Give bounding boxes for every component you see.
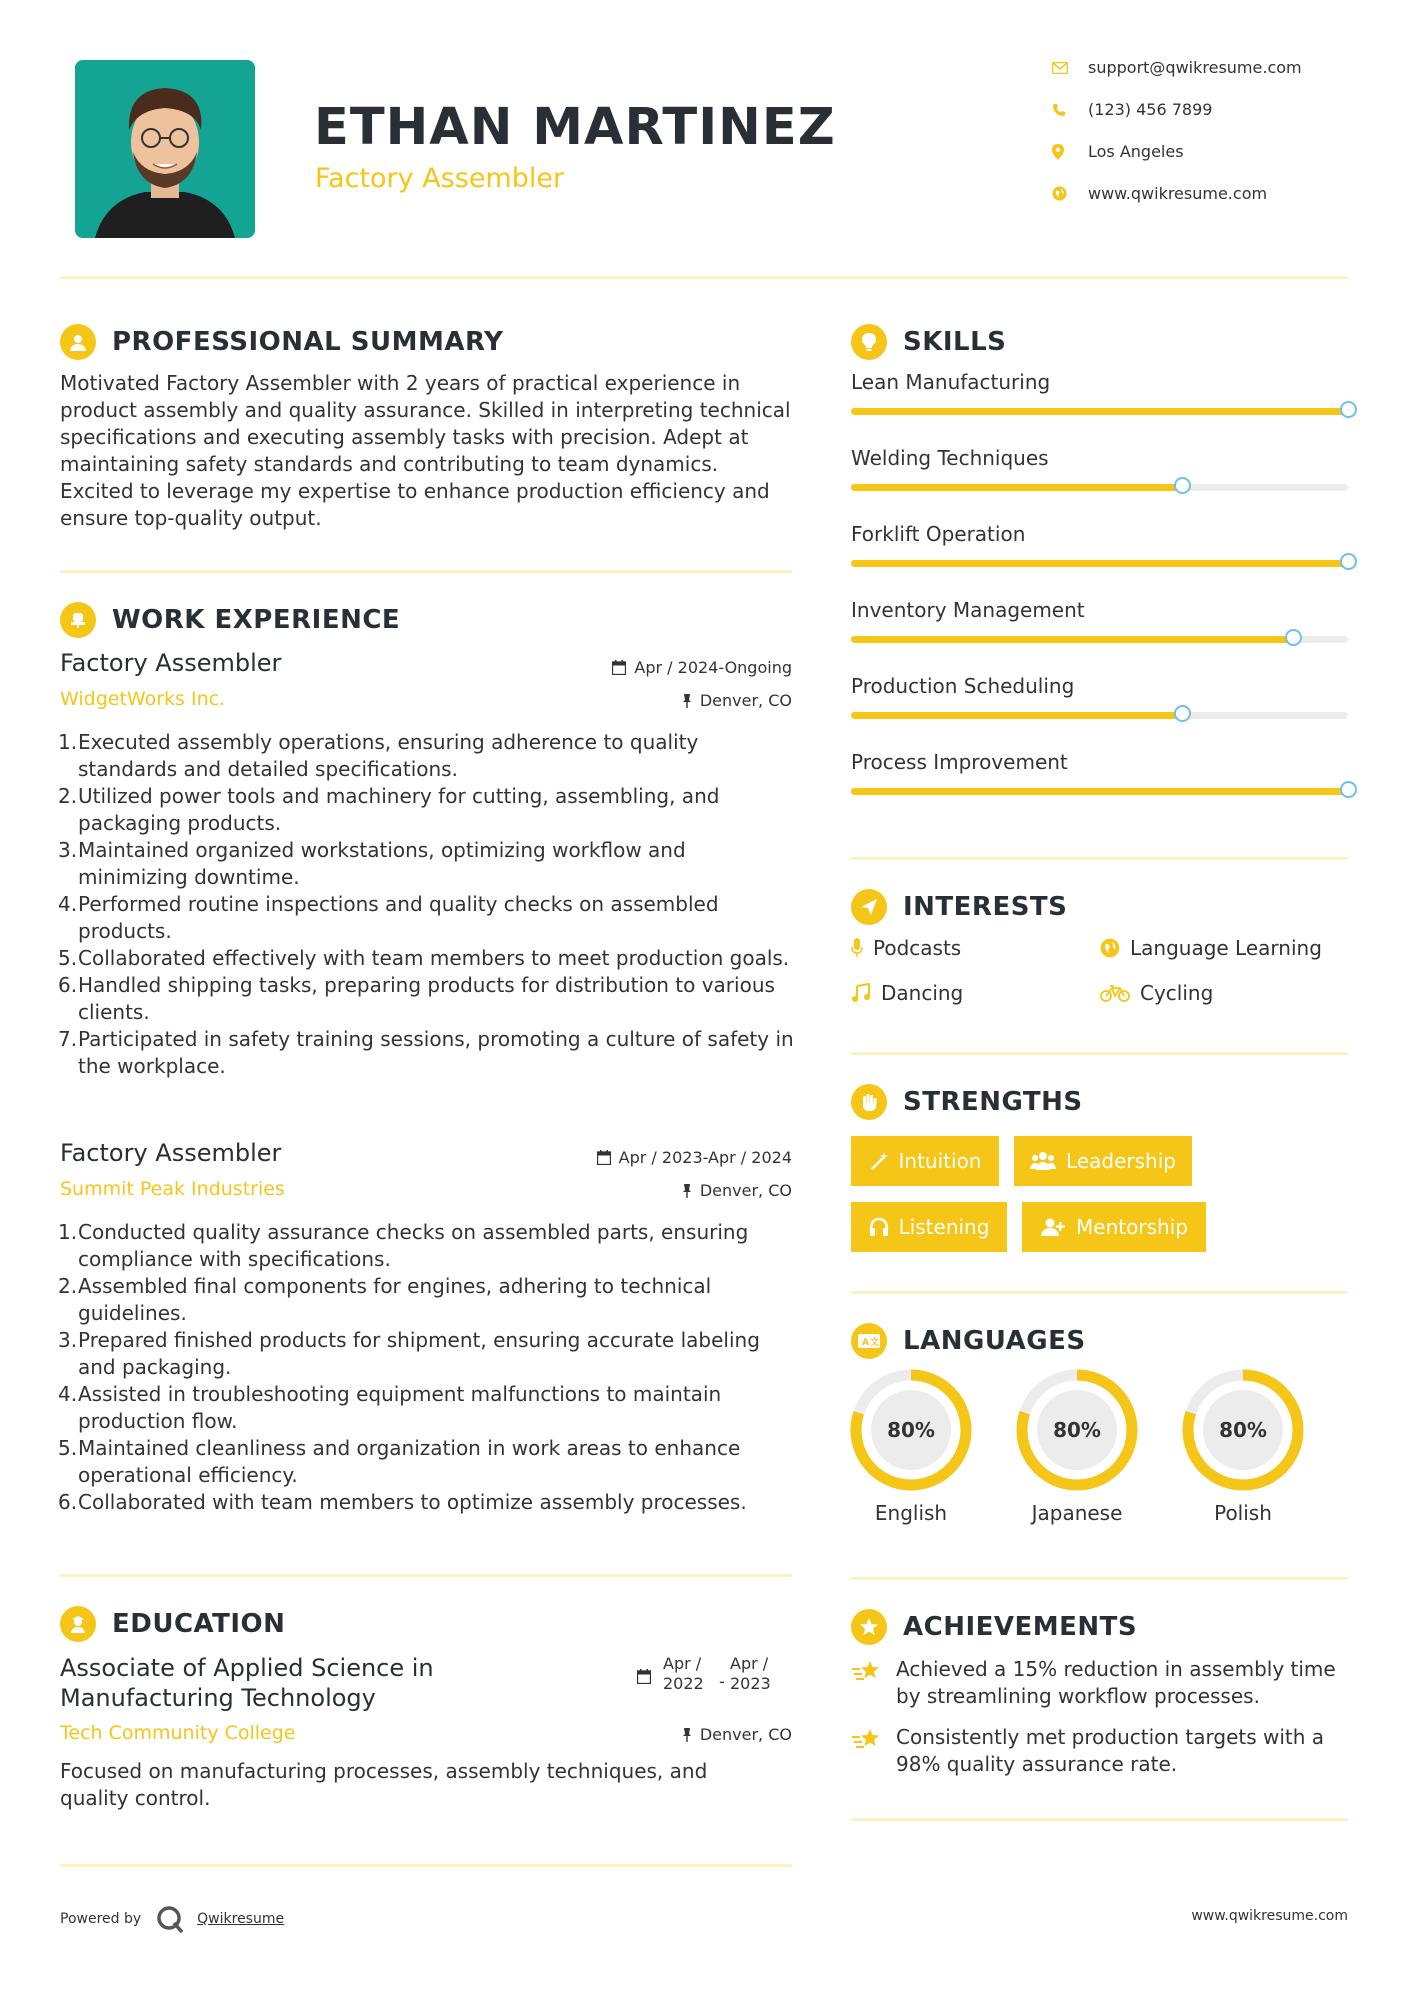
skill-label: Process Improvement [851, 750, 1068, 774]
experience-divider [60, 1574, 792, 1577]
list-item: 5. Collaborated effectively with team members to meet production goals. [58, 946, 790, 970]
svg-text:A: A [862, 1338, 869, 1348]
list-item: 6. Handled shipping tasks, preparing products for distribution to various clients. [58, 973, 775, 1024]
calendar-icon [612, 660, 626, 675]
job-1-title: Factory Assembler [60, 649, 282, 677]
calendar-icon [637, 1669, 651, 1684]
microphone-icon [851, 938, 863, 958]
email-text: support@qwikresume.com [1088, 58, 1302, 77]
achievements-heading: ACHIEVEMENTS [851, 1609, 1137, 1645]
skill-level-knob [1174, 477, 1191, 494]
strength-mentorship: Mentorship [1022, 1202, 1206, 1252]
user-icon [60, 324, 96, 360]
language-japanese: 80% Japanese [1016, 1369, 1138, 1525]
pin-icon [682, 694, 692, 708]
contact-website[interactable] [1052, 184, 1352, 203]
interest-dancing: Dancing [851, 981, 963, 1005]
degree-line-1: Associate of Applied Science in [60, 1654, 434, 1682]
achievement-1: Achieved a 15% reduction in assembly time by streamlining workflow processes. [851, 1656, 1351, 1710]
job-1-dates: Apr / 2024-Ongoing [520, 658, 792, 677]
phone-text: (123) 456 7899 [1088, 100, 1213, 119]
lightbulb-icon [851, 324, 887, 360]
map-pin-icon [1052, 144, 1088, 160]
strengths-heading: STRENGTHS [851, 1084, 1083, 1120]
star-badge-icon [851, 1609, 887, 1645]
education-divider [60, 1864, 792, 1867]
achievement-2: Consistently met production targets with a 98% quality assurance rate. [851, 1724, 1351, 1778]
list-item: 2. Assembled final components for engines, adhering to technical guidelines. [58, 1274, 712, 1325]
strength-intuition: Intuition [851, 1136, 999, 1186]
skill-level-knob [1340, 781, 1357, 798]
skill-item [851, 674, 1351, 750]
job-2-dates: Apr / 2023-Apr / 2024 [520, 1148, 792, 1167]
skill-bar-track [851, 560, 1348, 567]
job-2-company: Summit Peak Industries [60, 1178, 285, 1200]
job-2-location: Denver, CO [520, 1181, 792, 1200]
skill-bar-track [851, 788, 1348, 795]
education-description: Focused on manufacturing processes, assembly techniques, and quality control. [60, 1759, 708, 1810]
skill-bar-fill [851, 712, 1182, 719]
skill-label: Forklift Operation [851, 522, 1026, 546]
profile-photo [75, 60, 255, 238]
candidate-name: ETHAN MARTINEZ [314, 98, 836, 157]
footer-powered-by: Powered by Qwikresume [60, 1904, 284, 1934]
skill-item [851, 370, 1351, 446]
briefcase-icon [60, 602, 96, 638]
interest-cycling: Cycling [1100, 981, 1213, 1005]
language-english: 80% English [850, 1369, 972, 1525]
skill-label: Lean Manufacturing [851, 370, 1051, 394]
education-heading: EDUCATION [60, 1606, 285, 1642]
list-item: 3. Prepared finished products for shipment, ensuring accurate labeling and packaging. [58, 1328, 760, 1379]
list-item: 7. Participated in safety training sessions, promoting a culture of safety in the workplace. [58, 1027, 794, 1078]
skill-bar-track [851, 712, 1348, 719]
skill-bar-fill [851, 560, 1348, 567]
achievements-divider [851, 1818, 1348, 1821]
skill-bar-track [851, 484, 1348, 491]
headphones-icon [869, 1217, 889, 1237]
skill-item [851, 522, 1351, 598]
degree-line-2: Manufacturing Technology [60, 1684, 376, 1712]
skill-level-knob [1340, 553, 1357, 570]
hand-icon [851, 1084, 887, 1120]
shooting-star-icon [851, 1659, 883, 1685]
skill-bar-track [851, 408, 1348, 415]
job-1-bullets [60, 729, 800, 1080]
magic-wand-icon [869, 1151, 889, 1171]
job-1-company: WidgetWorks Inc. [60, 688, 226, 710]
user-plus-icon [1040, 1217, 1066, 1237]
skill-bar-fill [851, 788, 1348, 795]
strength-leadership: Leadership [1014, 1136, 1192, 1186]
languages-list [850, 1369, 1350, 1539]
list-item: 2. Utilized power tools and machinery for cutting, assembling, and packaging products. [58, 784, 720, 835]
skill-level-knob [1285, 629, 1302, 646]
skills-list [851, 370, 1351, 810]
list-item: 4. Assisted in troubleshooting equipment malfunctions to maintain production flow. [58, 1382, 722, 1433]
location-text: Los Angeles [1088, 142, 1184, 161]
skill-bar-fill [851, 484, 1182, 491]
list-item: 4. Performed routine inspections and quality checks on assembled products. [58, 892, 719, 943]
job-2-title: Factory Assembler [60, 1139, 282, 1167]
group-icon [1030, 1151, 1056, 1171]
skills-divider [851, 857, 1348, 860]
bicycle-icon [1100, 984, 1130, 1002]
skill-bar-fill [851, 408, 1348, 415]
skill-bar-fill [851, 636, 1293, 643]
envelope-icon [1052, 62, 1088, 74]
list-item: 6. Collaborated with team members to optimize assembly processes. [58, 1490, 747, 1514]
education-dates: Apr / 2022 - Apr / 2023 [637, 1660, 797, 1704]
language-icon [851, 1323, 887, 1359]
strengths-divider [851, 1291, 1348, 1294]
skills-heading: SKILLS [851, 324, 1006, 360]
skill-label: Inventory Management [851, 598, 1085, 622]
list-item: 5. Maintained cleanliness and organization in work areas to enhance operational efficiency. [58, 1436, 741, 1487]
globe-icon [1052, 186, 1088, 201]
pin-icon [682, 1728, 692, 1742]
svg-text:文: 文 [870, 1338, 880, 1348]
website-text: www.qwikresume.com [1088, 184, 1268, 203]
summary-text: Motivated Factory Assembler with 2 years of practical experience in product assembly and quality assurance. Skilled in interpreting technical specifications and executing assembly tasks with precision. Adept at maintaining safety standards and contributing to team dynamics. Excited to leverage my expertise to enhance production efficiency and ensure top-quality output. [60, 371, 791, 530]
skill-level-knob [1340, 401, 1357, 418]
list-item: 1. Conducted quality assurance checks on assembled parts, ensuring compliance with specifications. [58, 1220, 749, 1271]
skill-level-knob [1174, 705, 1191, 722]
footer-website[interactable]: www.qwikresume.com [1191, 1908, 1348, 1924]
paper-plane-icon [851, 889, 887, 925]
summary-heading: PROFESSIONAL SUMMARY [60, 324, 503, 360]
brand-link[interactable]: Qwikresume [197, 1911, 285, 1927]
skill-label: Production Scheduling [851, 674, 1075, 698]
summary-divider [60, 570, 792, 573]
candidate-title: Factory Assembler [315, 163, 565, 194]
header-divider [60, 276, 1348, 279]
music-note-icon [851, 983, 871, 1003]
interests-heading: INTERESTS [851, 889, 1067, 925]
interest-language-learning: Language Learning [1100, 936, 1322, 960]
skill-item [851, 598, 1351, 674]
skill-bar-track [851, 636, 1348, 643]
skill-item [851, 446, 1351, 522]
interests-divider [851, 1052, 1348, 1055]
language-polish: 80% Polish [1182, 1369, 1304, 1525]
contact-location [1052, 142, 1352, 161]
skill-label: Welding Techniques [851, 446, 1049, 470]
school-name: Tech Community College [60, 1722, 296, 1744]
strength-listening: Listening [851, 1202, 1007, 1252]
languages-heading: A 文 LANGUAGES [851, 1323, 1086, 1359]
calendar-icon [597, 1150, 611, 1165]
experience-heading: WORK EXPERIENCE [60, 602, 400, 638]
list-item: 3. Maintained organized workstations, optimizing workflow and minimizing downtime. [58, 838, 686, 889]
globe-icon [1100, 938, 1120, 958]
job-2-bullets [60, 1219, 800, 1516]
interest-podcasts: Podcasts [851, 936, 961, 960]
qwikresume-logo-icon [155, 1904, 185, 1934]
graduate-icon [60, 1606, 96, 1642]
contact-phone[interactable] [1052, 100, 1352, 119]
education-location: Denver, CO [520, 1725, 792, 1744]
pin-icon [682, 1184, 692, 1198]
languages-divider [851, 1577, 1348, 1580]
list-item: 1. Executed assembly operations, ensuring adherence to quality standards and detailed specifications. [58, 730, 699, 781]
contact-email[interactable] [1052, 58, 1352, 77]
skill-item [851, 750, 1351, 826]
job-1-location: Denver, CO [520, 691, 792, 710]
shooting-star-icon [851, 1727, 883, 1753]
phone-icon [1052, 103, 1088, 117]
